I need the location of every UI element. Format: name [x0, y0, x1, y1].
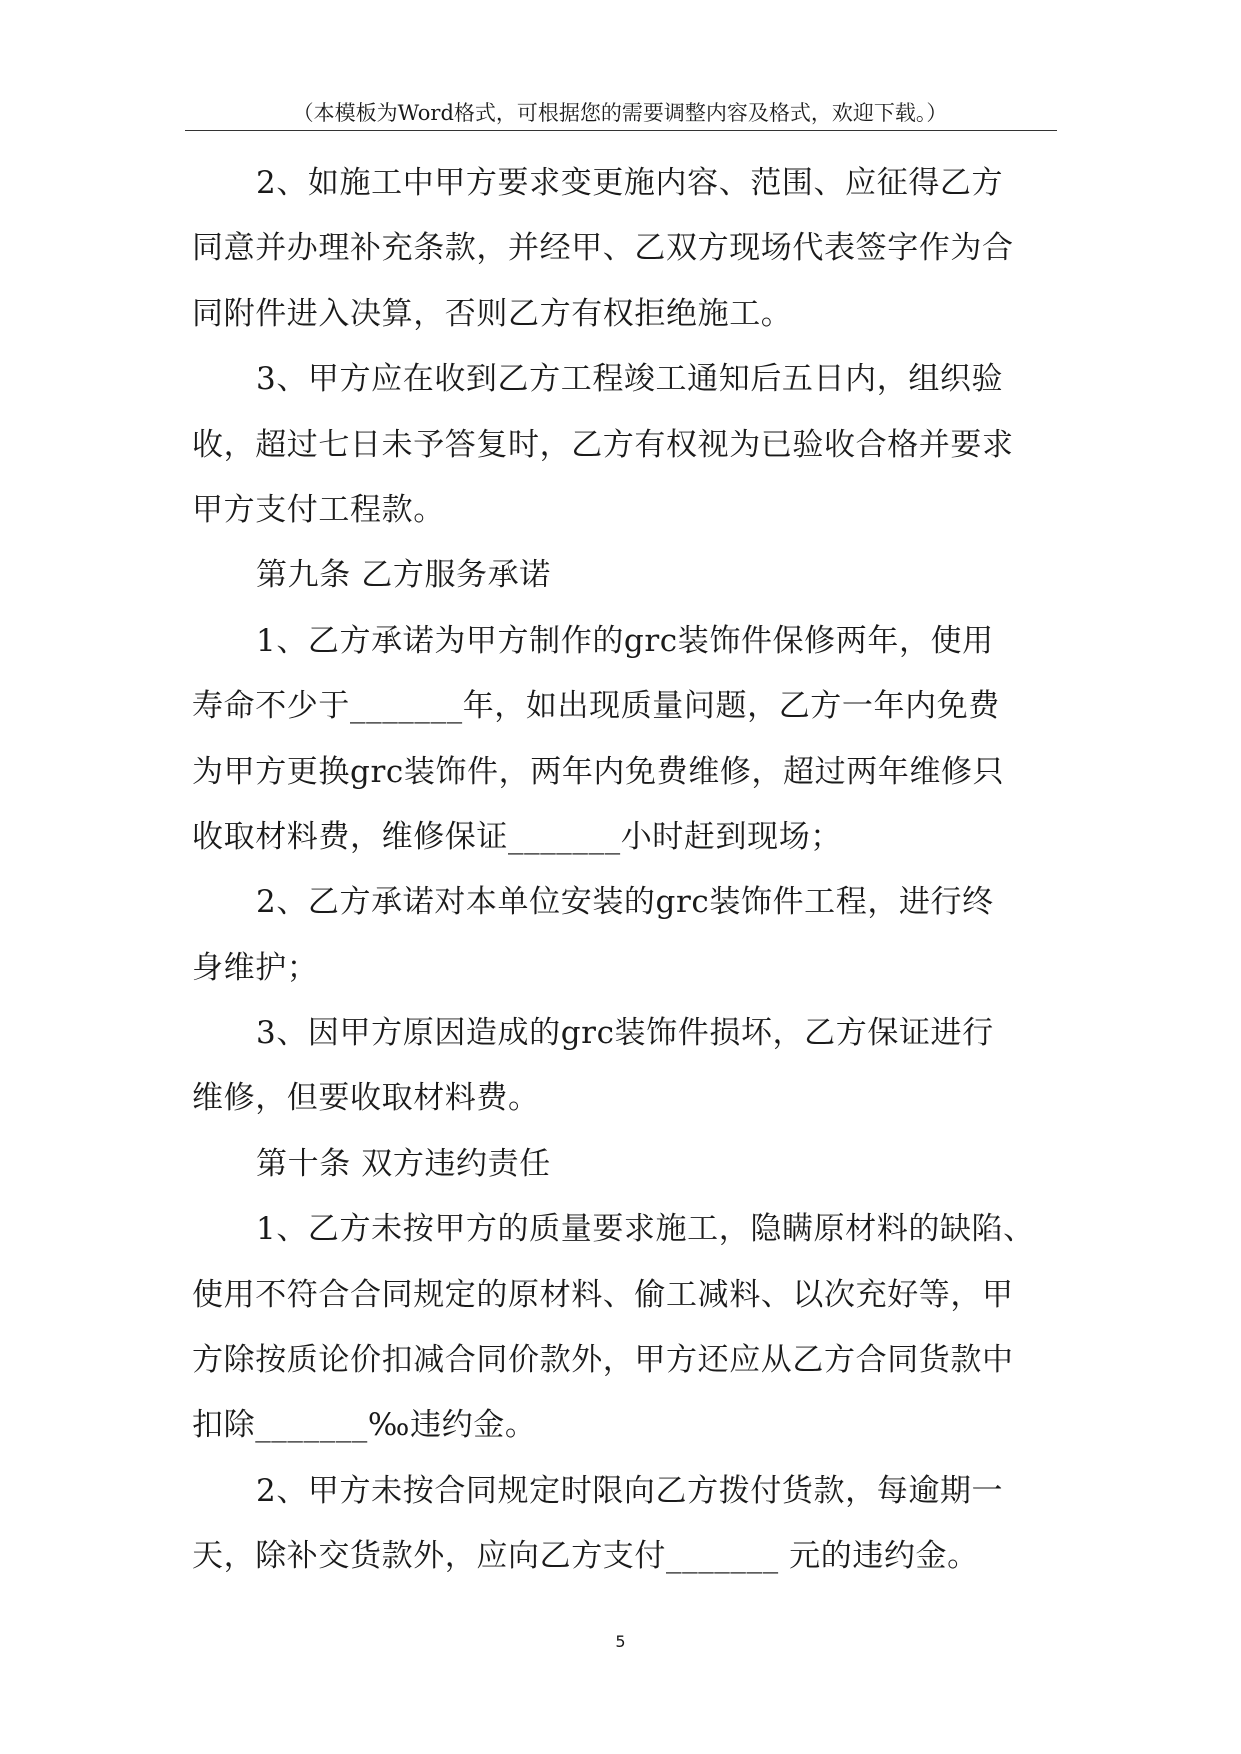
template-note: （本模板为Word格式，可根据您的需要调整内容及格式，欢迎下载。）: [292, 101, 948, 125]
paragraph-line: 身维护；: [192, 949, 319, 986]
paragraph-line: 甲方支付工程款。: [192, 491, 445, 528]
paragraph-line: 同附件进入决算，否则乙方有权拒绝施工。: [192, 295, 793, 332]
paragraph-line: 3、因甲方原因造成的grc装饰件损坏，乙方保证进行: [256, 1015, 994, 1052]
paragraph-line: 2、甲方未按合同规定时限向乙方拨付货款，每逾期一: [256, 1472, 1004, 1509]
paragraph-line: 同意并办理补充条款，并经甲、乙双方现场代表签字作为合: [192, 230, 1014, 267]
paragraph-line: 寿命不少于_______年，如出现质量问题，乙方一年内免费: [192, 688, 1000, 725]
paragraph-line: 1、乙方承诺为甲方制作的grc装饰件保修两年，使用: [256, 622, 994, 659]
paragraph-line: 扣除_______‰违约金。: [192, 1407, 537, 1444]
section-heading: 第十条 双方违约责任: [256, 1145, 551, 1182]
paragraph-line: 为甲方更换grc装饰件，两年内免费维修，超过两年维修只: [192, 753, 1005, 790]
paragraph-line: 1、乙方未按甲方的质量要求施工，隐瞒原材料的缺陷、: [256, 1211, 1035, 1248]
paragraph-line: 维修，但要收取材料费。: [192, 1080, 540, 1117]
paragraph-line: 2、如施工中甲方要求变更施内容、范围、应征得乙方: [256, 165, 1004, 201]
document-body: [192, 151, 1072, 1590]
paragraph-line: 方除按质论价扣减合同价款外，甲方还应从乙方合同货款中: [192, 1342, 1014, 1379]
paragraph-line: 3、甲方应在收到乙方工程竣工通知后五日内，组织验: [256, 361, 1004, 398]
paragraph-line: 收，超过七日未予答复时，乙方有权视为已验收合格并要求: [192, 426, 1014, 463]
paragraph-line: 天，除补交货款外，应向乙方支付_______ 元的违约金。: [192, 1538, 979, 1575]
paragraph-line: 使用不符合合同规定的原材料、偷工减料、以次充好等，甲: [192, 1276, 1014, 1313]
page-number: 5: [615, 1632, 626, 1651]
paragraph-line: 2、乙方承诺对本单位安装的grc装饰件工程，进行终: [256, 884, 994, 921]
header-divider: [185, 130, 1057, 131]
section-heading: 第九条 乙方服务承诺: [256, 557, 551, 594]
paragraph-line: 收取材料费，维修保证_______小时赶到现场；: [192, 818, 842, 855]
